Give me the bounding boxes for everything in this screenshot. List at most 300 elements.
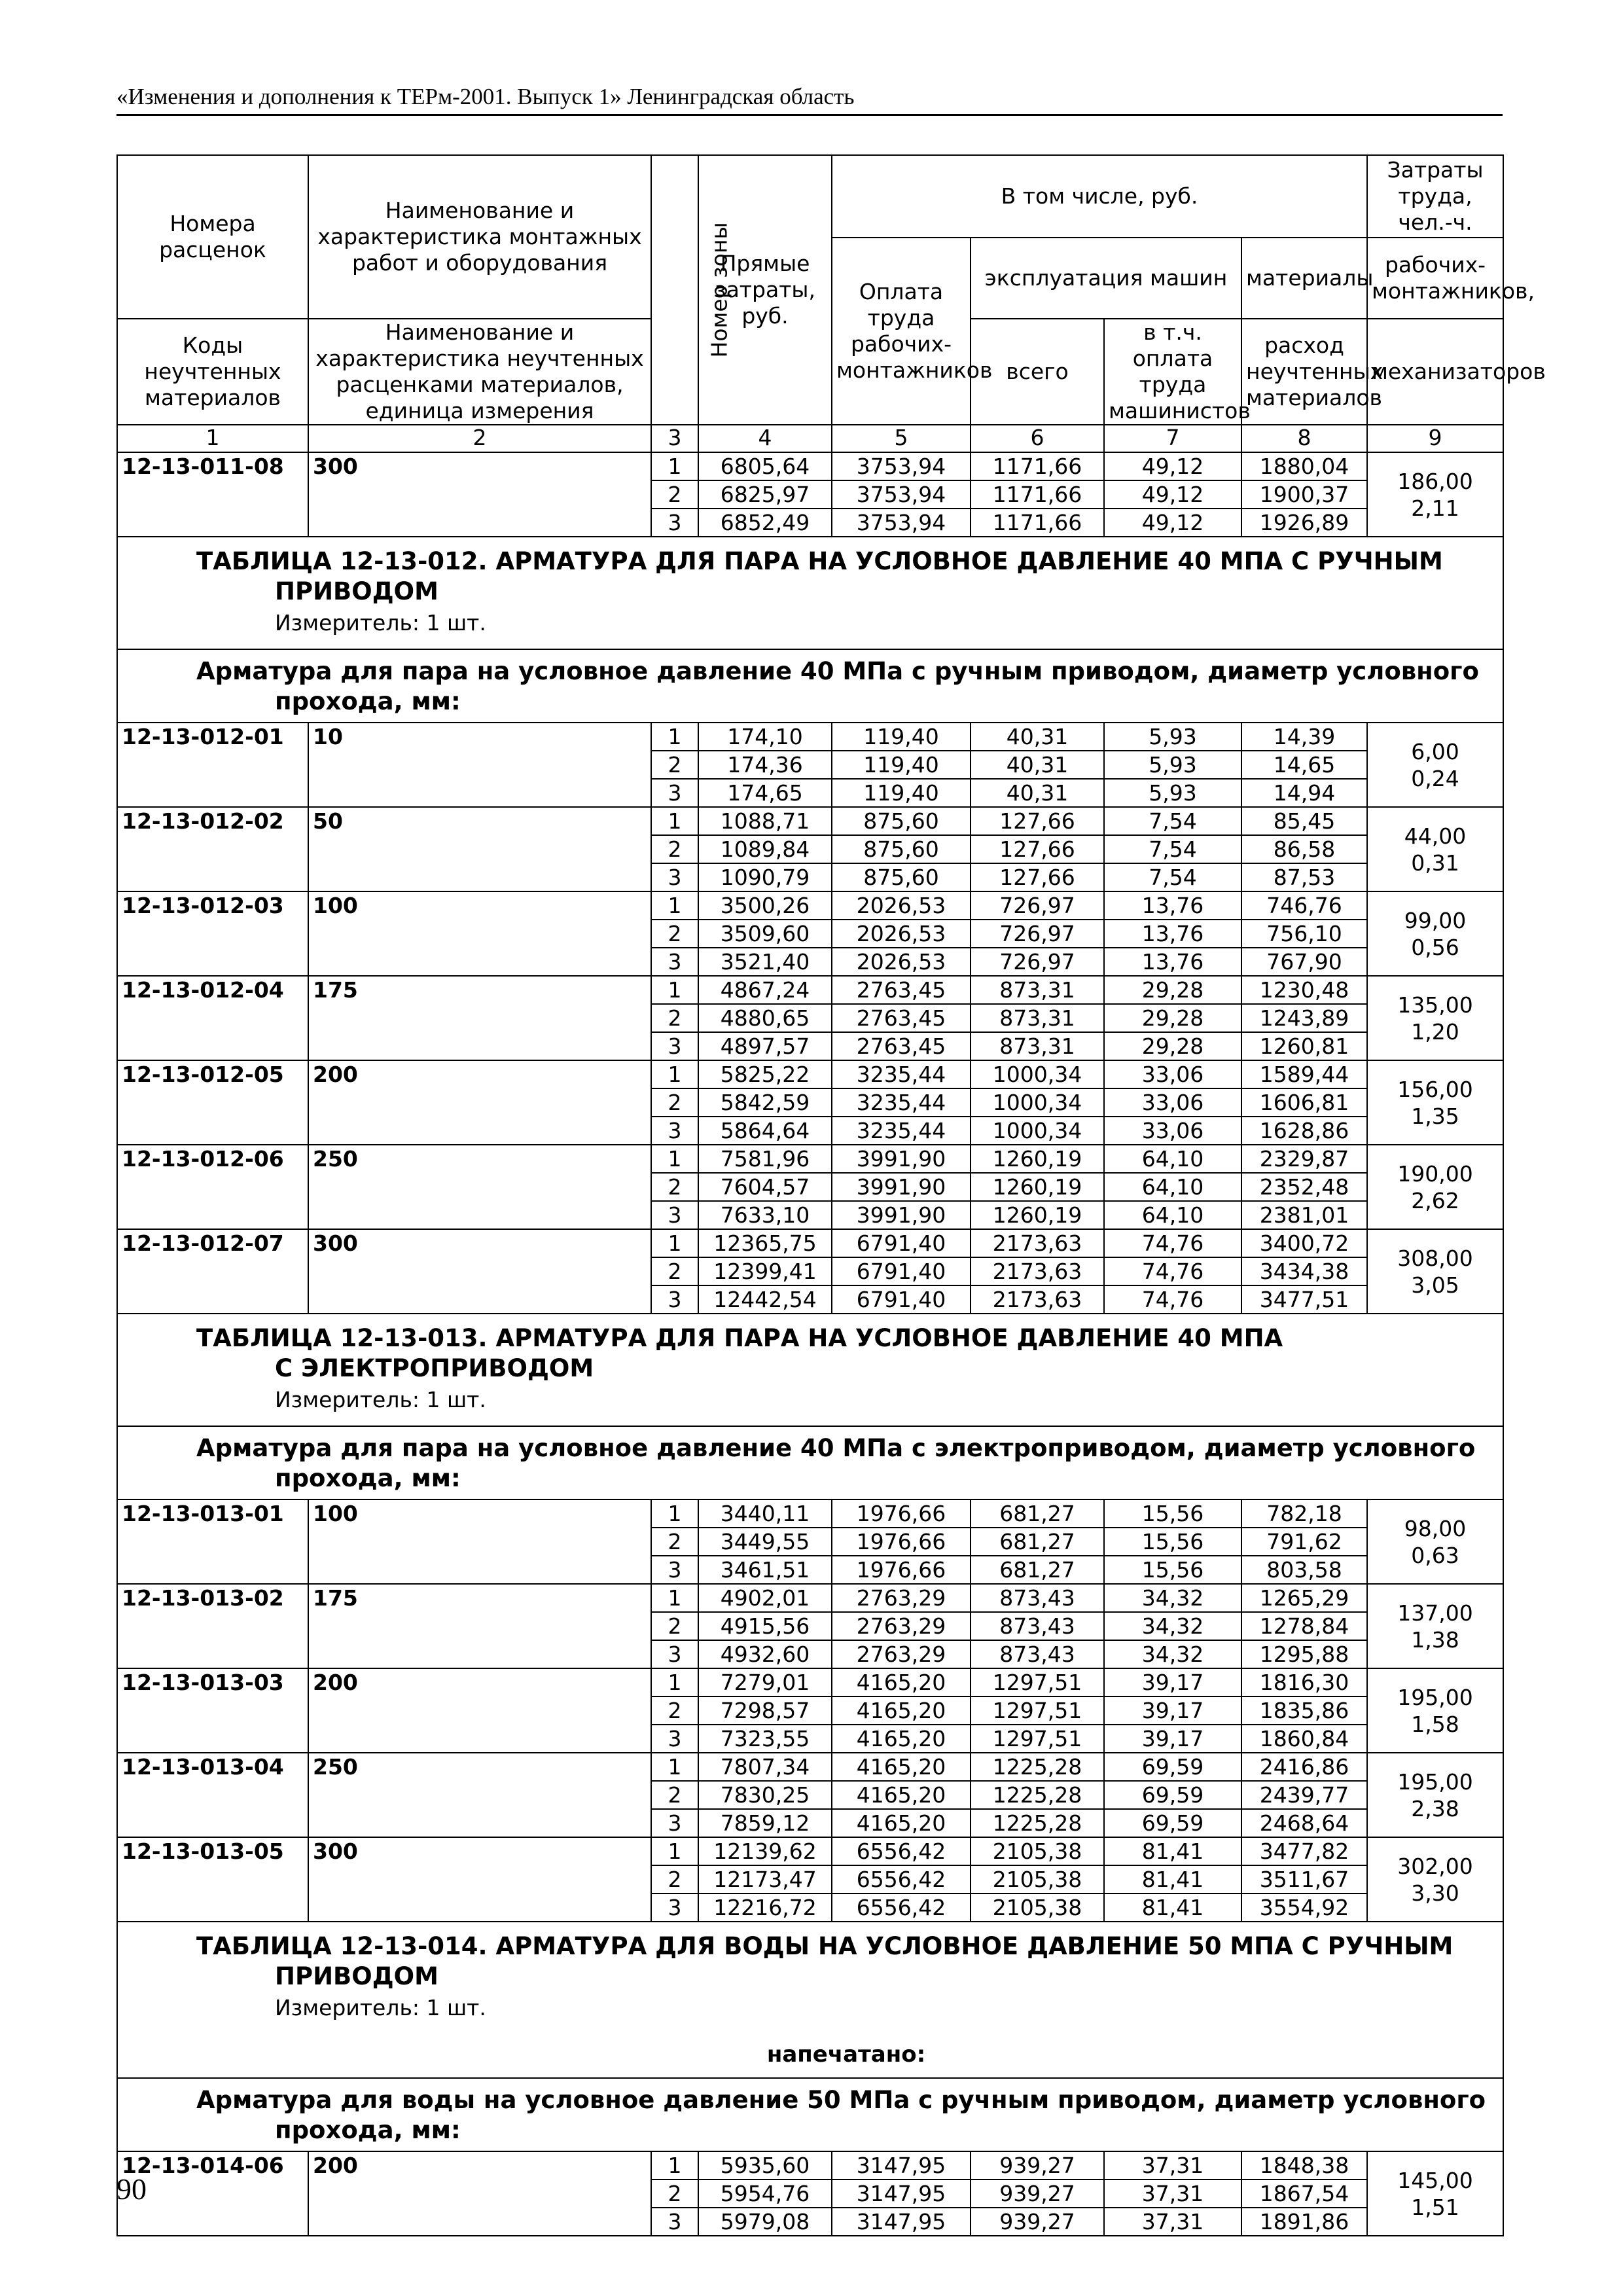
diameter: 250: [308, 1753, 651, 1837]
cell-value: 726,97: [971, 920, 1104, 948]
table-row: [117, 1060, 1503, 1088]
cell-value: 5979,08: [698, 2208, 832, 2236]
cell-value: 3521,40: [698, 948, 832, 976]
cell-value: 7,54: [1104, 863, 1241, 891]
cell-value: 174,36: [698, 751, 832, 779]
header-row-1: [117, 155, 1503, 238]
cell-value: 873,31: [971, 1004, 1104, 1032]
cell-value: 4902,01: [698, 1584, 832, 1612]
cell-value: 3440,11: [698, 1499, 832, 1528]
cell-value: 119,40: [832, 779, 971, 807]
cell-value: 3753,94: [832, 480, 971, 509]
cell-value: 85,45: [1241, 807, 1367, 835]
rate-code: 12-13-013-03: [117, 1668, 308, 1753]
cell-value: 34,32: [1104, 1640, 1241, 1668]
cell-value: 127,66: [971, 863, 1104, 891]
cell-value: 1171,66: [971, 480, 1104, 509]
cell-value: 3554,92: [1241, 1893, 1367, 1922]
cell-value: 2763,29: [832, 1640, 971, 1668]
cell-value: 7298,57: [698, 1696, 832, 1725]
cell-value: 767,90: [1241, 948, 1367, 976]
col-pryamye: Прямые затраты, руб.: [698, 155, 832, 425]
cell-value: 6791,40: [832, 1285, 971, 1314]
zone-number: 1: [651, 1229, 698, 1257]
cell-value: 1260,19: [971, 1201, 1104, 1229]
cell-value: 1976,66: [832, 1499, 971, 1528]
cell-value: 14,94: [1241, 779, 1367, 807]
cell-value: 791,62: [1241, 1528, 1367, 1556]
cell-value: 1171,66: [971, 509, 1104, 537]
zone-number: 3: [651, 1201, 698, 1229]
labor-workers: 6,00: [1411, 738, 1459, 764]
cell-value: 174,65: [698, 779, 832, 807]
cell-value: 756,10: [1241, 920, 1367, 948]
labor-workers: 135,00: [1397, 992, 1473, 1018]
cell-value: 7604,57: [698, 1173, 832, 1201]
cell-value: 7323,55: [698, 1725, 832, 1753]
diameter: 50: [308, 807, 651, 891]
cell-value: 119,40: [832, 723, 971, 751]
table-row: [117, 452, 1503, 480]
col-rashod: расход неучтенных материалов: [1241, 319, 1367, 425]
subsection-line2: прохода, мм:: [275, 1464, 461, 1492]
table-row: [117, 1668, 1503, 1696]
cell-value: 12365,75: [698, 1229, 832, 1257]
colnum: 4: [698, 425, 832, 452]
cell-value: 746,76: [1241, 891, 1367, 920]
diameter: 300: [308, 1229, 651, 1314]
cell-value: 2439,77: [1241, 1781, 1367, 1809]
labor-mech: 1,35: [1411, 1103, 1459, 1129]
cell-value: 1848,38: [1241, 2151, 1367, 2179]
cell-value: 873,43: [971, 1612, 1104, 1640]
labor-workers: 137,00: [1397, 1600, 1473, 1626]
zone-number: 3: [651, 948, 698, 976]
colnum: 9: [1367, 425, 1503, 452]
labor-mech: 0,56: [1411, 934, 1459, 960]
cell-value: 1243,89: [1241, 1004, 1367, 1032]
cell-value: 1926,89: [1241, 509, 1367, 537]
table-row: [117, 891, 1503, 920]
colnum: 6: [971, 425, 1104, 452]
cell-value: 5,93: [1104, 723, 1241, 751]
cell-value: 81,41: [1104, 1865, 1241, 1893]
cell-value: 5864,64: [698, 1117, 832, 1145]
diameter: 175: [308, 1584, 651, 1668]
labor-costs: [1367, 1499, 1503, 1584]
section-title-cell: [117, 537, 1503, 649]
cell-value: 7830,25: [698, 1781, 832, 1809]
cell-value: 69,59: [1104, 1781, 1241, 1809]
cell-value: 3147,95: [832, 2179, 971, 2208]
cell-value: 3235,44: [832, 1060, 971, 1088]
cell-value: 4165,20: [832, 1725, 971, 1753]
cell-value: 1090,79: [698, 863, 832, 891]
cell-value: 3147,95: [832, 2208, 971, 2236]
cell-value: 4867,24: [698, 976, 832, 1004]
cell-value: 2763,45: [832, 1032, 971, 1060]
labor-workers: 302,00: [1397, 1853, 1473, 1879]
cell-value: 29,28: [1104, 1004, 1241, 1032]
cell-value: 726,97: [971, 948, 1104, 976]
cell-value: 6791,40: [832, 1229, 971, 1257]
cell-value: 875,60: [832, 863, 971, 891]
zone-number: 1: [651, 807, 698, 835]
colnum: 1: [117, 425, 308, 452]
cell-value: 1976,66: [832, 1528, 971, 1556]
cell-value: 1000,34: [971, 1088, 1104, 1117]
cell-value: 3991,90: [832, 1145, 971, 1173]
labor-costs: [1367, 807, 1503, 891]
cell-value: 86,58: [1241, 835, 1367, 863]
zone-number: 1: [651, 1837, 698, 1865]
subsection-line2: прохода, мм:: [275, 2116, 461, 2144]
cell-value: 3509,60: [698, 920, 832, 948]
cell-value: 6852,49: [698, 509, 832, 537]
cell-value: 3511,67: [1241, 1865, 1367, 1893]
zone-number: 1: [651, 723, 698, 751]
cell-value: 87,53: [1241, 863, 1367, 891]
cell-value: 1295,88: [1241, 1640, 1367, 1668]
cell-value: 1900,37: [1241, 480, 1367, 509]
labor-costs: [1367, 976, 1503, 1060]
table-row: [117, 2151, 1503, 2179]
cell-value: 7,54: [1104, 835, 1241, 863]
subsection-line1: Арматура для воды на условное давление 50 МПа с ручным приводом, диаметр условного: [196, 2086, 1486, 2114]
labor-costs: [1367, 1753, 1503, 1837]
cell-value: 4165,20: [832, 1781, 971, 1809]
cell-value: 6805,64: [698, 452, 832, 480]
rate-code: 12-13-012-06: [117, 1145, 308, 1229]
cell-value: 1260,19: [971, 1173, 1104, 1201]
cell-value: 1089,84: [698, 835, 832, 863]
labor-costs: [1367, 891, 1503, 976]
zone-number: 2: [651, 1257, 698, 1285]
zone-number: 1: [651, 1753, 698, 1781]
diameter: 200: [308, 2151, 651, 2236]
cell-value: 1000,34: [971, 1060, 1104, 1088]
labor-mech: 0,63: [1411, 1542, 1459, 1568]
cell-value: 2468,64: [1241, 1809, 1367, 1837]
rate-code: 12-13-012-07: [117, 1229, 308, 1314]
cell-value: 39,17: [1104, 1668, 1241, 1696]
cell-value: 2026,53: [832, 891, 971, 920]
zone-number: 2: [651, 1865, 698, 1893]
cell-value: 3477,51: [1241, 1285, 1367, 1314]
labor-costs: [1367, 1837, 1503, 1922]
running-header: «Изменения и дополнения к ТЕРм-2001. Выпуск 1» Ленинградская область: [116, 82, 1503, 116]
labor-mech: 2,11: [1411, 495, 1459, 521]
cell-value: 81,41: [1104, 1893, 1241, 1922]
cell-value: 12216,72: [698, 1893, 832, 1922]
col-kody: Коды неучтенных материалов: [117, 319, 308, 425]
cell-value: 3753,94: [832, 452, 971, 480]
cell-value: 2763,29: [832, 1612, 971, 1640]
zone-number: 1: [651, 891, 698, 920]
col-zatraty: Затраты труда, чел.-ч.: [1367, 155, 1503, 238]
cell-value: 1088,71: [698, 807, 832, 835]
cell-value: 127,66: [971, 807, 1104, 835]
section-title-cell: [117, 1922, 1503, 2078]
cell-value: 1230,48: [1241, 976, 1367, 1004]
cell-value: 12399,41: [698, 1257, 832, 1285]
diameter: 100: [308, 1499, 651, 1584]
cell-value: 4165,20: [832, 1668, 971, 1696]
col-mehan: механизаторов: [1367, 319, 1503, 425]
cell-value: 6556,42: [832, 1893, 971, 1922]
zone-number: 1: [651, 1145, 698, 1173]
cell-value: 7807,34: [698, 1753, 832, 1781]
cell-value: 3991,90: [832, 1201, 971, 1229]
zone-number: 2: [651, 1696, 698, 1725]
cell-value: 40,31: [971, 751, 1104, 779]
cell-value: 2763,29: [832, 1584, 971, 1612]
cell-value: 81,41: [1104, 1837, 1241, 1865]
cell-value: 7581,96: [698, 1145, 832, 1173]
cell-value: 12442,54: [698, 1285, 832, 1314]
labor-workers: 190,00: [1397, 1160, 1473, 1187]
cell-value: 1860,84: [1241, 1725, 1367, 1753]
subsection-t013: [117, 1426, 1503, 1499]
labor-workers: 195,00: [1397, 1684, 1473, 1710]
cell-value: 174,10: [698, 723, 832, 751]
zone-number: 3: [651, 1893, 698, 1922]
cell-value: 6556,42: [832, 1865, 971, 1893]
cell-value: 1880,04: [1241, 452, 1367, 480]
measure-unit: Измеритель: 1 шт.: [275, 610, 486, 636]
labor-mech: 2,62: [1411, 1187, 1459, 1213]
cell-value: 2173,63: [971, 1229, 1104, 1257]
cell-value: 4880,65: [698, 1004, 832, 1032]
cell-value: 74,76: [1104, 1285, 1241, 1314]
labor-mech: 3,05: [1411, 1272, 1459, 1298]
cell-value: 2352,48: [1241, 1173, 1367, 1201]
rate-code: 12-13-013-04: [117, 1753, 308, 1837]
price-table: [116, 154, 1546, 2236]
cell-value: 782,18: [1241, 1499, 1367, 1528]
section-title: ТАБЛИЦА 12-13-014. АРМАТУРА ДЛЯ ВОДЫ НА УСЛОВНОЕ ДАВЛЕНИЕ 50 МПА С РУЧНЫМ: [196, 1932, 1454, 1960]
section-title-cont: ПРИВОДОМ: [275, 577, 438, 605]
colnum: 2: [308, 425, 651, 452]
cell-value: 1225,28: [971, 1781, 1104, 1809]
zone-number: 2: [651, 2179, 698, 2208]
rate-code: 12-13-012-03: [117, 891, 308, 976]
cell-value: 69,59: [1104, 1753, 1241, 1781]
table-row: [117, 1584, 1503, 1612]
cell-value: 64,10: [1104, 1145, 1241, 1173]
cell-value: 939,27: [971, 2179, 1104, 2208]
labor-mech: 0,24: [1411, 765, 1459, 791]
zone-number: 2: [651, 480, 698, 509]
cell-value: 3753,94: [832, 509, 971, 537]
colnum: 8: [1241, 425, 1367, 452]
labor-mech: 1,51: [1411, 2194, 1459, 2220]
subsection-line1: Арматура для пара на условное давление 40 МПа с ручным приводом, диаметр условного: [196, 657, 1479, 685]
diameter: 175: [308, 976, 651, 1060]
zone-number: 1: [651, 1584, 698, 1612]
rate-code: 12-13-014-06: [117, 2151, 308, 2236]
cell-value: 14,39: [1241, 723, 1367, 751]
cell-value: 39,17: [1104, 1696, 1241, 1725]
cell-value: 1976,66: [832, 1556, 971, 1584]
cell-value: 64,10: [1104, 1173, 1241, 1201]
col-nomera: Номера расценок: [117, 155, 308, 319]
cell-value: 1628,86: [1241, 1117, 1367, 1145]
section-title: ТАБЛИЦА 12-13-013. АРМАТУРА ДЛЯ ПАРА НА УСЛОВНОЕ ДАВЛЕНИЕ 40 МПА: [196, 1324, 1283, 1352]
cell-value: 29,28: [1104, 976, 1241, 1004]
cell-value: 37,31: [1104, 2179, 1241, 2208]
labor-mech: 1,20: [1411, 1018, 1459, 1045]
col-zona: [651, 155, 732, 425]
subsection-t012: [117, 649, 1503, 723]
labor-mech: 0,31: [1411, 850, 1459, 876]
col-naim: Наименование и характеристика монтажных работ и оборудования: [308, 155, 651, 319]
labor-costs: [1367, 1060, 1503, 1145]
cell-value: 2105,38: [971, 1893, 1104, 1922]
subsection-title: [117, 649, 1503, 723]
cell-value: 12139,62: [698, 1837, 832, 1865]
table-row: [117, 723, 1503, 751]
zone-number: 1: [651, 1499, 698, 1528]
col-oplata: Оплата труда рабочих-монтажников: [832, 238, 971, 425]
zone-number: 2: [651, 1528, 698, 1556]
rate-code: 12-13-012-04: [117, 976, 308, 1060]
subsection-title: [117, 2078, 1503, 2151]
zone-number: 3: [651, 1556, 698, 1584]
cell-value: 1260,81: [1241, 1032, 1367, 1060]
col-vtch: в т.ч. оплата труда машинистов: [1104, 319, 1241, 425]
cell-value: 15,56: [1104, 1499, 1241, 1528]
zone-number: 1: [651, 452, 698, 480]
section-t013: [117, 1314, 1503, 1426]
cell-value: 5,93: [1104, 751, 1241, 779]
cell-value: 873,43: [971, 1640, 1104, 1668]
cell-value: 1225,28: [971, 1753, 1104, 1781]
section-t012: [117, 537, 1503, 649]
col-naim2: Наименование и характеристика неучтенных расценками материалов, единица измерения: [308, 319, 651, 425]
table-row: [117, 1837, 1503, 1865]
labor-mech: 2,38: [1411, 1795, 1459, 1821]
rate-code: 12-13-012-05: [117, 1060, 308, 1145]
cell-value: 34,32: [1104, 1612, 1241, 1640]
section-title-cont: С ЭЛЕКТРОПРИВОДОМ: [275, 1354, 594, 1382]
cell-value: 1260,19: [971, 1145, 1104, 1173]
cell-value: 13,76: [1104, 891, 1241, 920]
cell-value: 1589,44: [1241, 1060, 1367, 1088]
cell-value: 3449,55: [698, 1528, 832, 1556]
zone-number: 3: [651, 1032, 698, 1060]
zone-number: 2: [651, 1088, 698, 1117]
col-rabochih: рабочих-монтажников,: [1367, 238, 1503, 319]
column-numbers-row: [117, 425, 1503, 452]
cell-value: 6791,40: [832, 1257, 971, 1285]
cell-value: 3235,44: [832, 1117, 971, 1145]
diameter: 300: [308, 452, 651, 537]
cell-value: 1000,34: [971, 1117, 1104, 1145]
colnum: 5: [832, 425, 971, 452]
colnum: 7: [1104, 425, 1241, 452]
cell-value: 1891,86: [1241, 2208, 1367, 2236]
subsection-line1: Арматура для пара на условное давление 40 МПа с электроприводом, диаметр условного: [196, 1434, 1476, 1462]
cell-value: 3991,90: [832, 1173, 971, 1201]
cell-value: 4165,20: [832, 1696, 971, 1725]
table-row: [117, 976, 1503, 1004]
cell-value: 4915,56: [698, 1612, 832, 1640]
zone-number: 1: [651, 1668, 698, 1696]
cell-value: 7,54: [1104, 807, 1241, 835]
subsection-line2: прохода, мм:: [275, 687, 461, 715]
rate-code: 12-13-012-01: [117, 723, 308, 807]
cell-value: 873,43: [971, 1584, 1104, 1612]
section-title-cont: ПРИВОДОМ: [275, 1962, 438, 1990]
cell-value: 873,31: [971, 976, 1104, 1004]
cell-value: 939,27: [971, 2208, 1104, 2236]
cell-value: 74,76: [1104, 1229, 1241, 1257]
table-row: [117, 807, 1503, 835]
rate-code: 12-13-013-02: [117, 1584, 308, 1668]
zone-number: 3: [651, 1809, 698, 1837]
cell-value: 33,06: [1104, 1088, 1241, 1117]
cell-value: 3400,72: [1241, 1229, 1367, 1257]
labor-workers: 44,00: [1404, 823, 1467, 849]
cell-value: 6556,42: [832, 1837, 971, 1865]
cell-value: 2026,53: [832, 920, 971, 948]
table-row: [117, 1499, 1503, 1528]
labor-costs: [1367, 723, 1503, 807]
cell-value: 15,56: [1104, 1528, 1241, 1556]
cell-value: 127,66: [971, 835, 1104, 863]
cell-value: 681,27: [971, 1499, 1104, 1528]
cell-value: 1171,66: [971, 452, 1104, 480]
labor-workers: 98,00: [1404, 1515, 1467, 1541]
cell-value: 3434,38: [1241, 1257, 1367, 1285]
zone-number: 3: [651, 1285, 698, 1314]
cell-value: 5842,59: [698, 1088, 832, 1117]
zone-number: 3: [651, 1117, 698, 1145]
cell-value: 1835,86: [1241, 1696, 1367, 1725]
section-title-cell: [117, 1314, 1503, 1426]
cell-value: 14,65: [1241, 751, 1367, 779]
labor-workers: 99,00: [1404, 907, 1467, 933]
labor-mech: 1,38: [1411, 1626, 1459, 1653]
cell-value: 2173,63: [971, 1285, 1104, 1314]
cell-value: 1297,51: [971, 1668, 1104, 1696]
cell-value: 3235,44: [832, 1088, 971, 1117]
zone-number: 3: [651, 1725, 698, 1753]
labor-workers: 145,00: [1397, 2167, 1473, 2193]
cell-value: 4165,20: [832, 1753, 971, 1781]
zone-number: 3: [651, 863, 698, 891]
labor-costs: [1367, 1584, 1503, 1668]
cell-value: 2416,86: [1241, 1753, 1367, 1781]
cell-value: 6825,97: [698, 480, 832, 509]
diameter: 200: [308, 1060, 651, 1145]
rate-code: 12-13-013-05: [117, 1837, 308, 1922]
cell-value: 5,93: [1104, 779, 1241, 807]
cell-value: 33,06: [1104, 1117, 1241, 1145]
measure-unit: Измеритель: 1 шт.: [275, 1387, 486, 1412]
cell-value: 12173,47: [698, 1865, 832, 1893]
cell-value: 3147,95: [832, 2151, 971, 2179]
cell-value: 1606,81: [1241, 1088, 1367, 1117]
cell-value: 1278,84: [1241, 1612, 1367, 1640]
cell-value: 39,17: [1104, 1725, 1241, 1753]
colnum: 3: [651, 425, 698, 452]
cell-value: 74,76: [1104, 1257, 1241, 1285]
labor-workers: 156,00: [1397, 1076, 1473, 1102]
cell-value: 4165,20: [832, 1809, 971, 1837]
cell-value: 681,27: [971, 1556, 1104, 1584]
